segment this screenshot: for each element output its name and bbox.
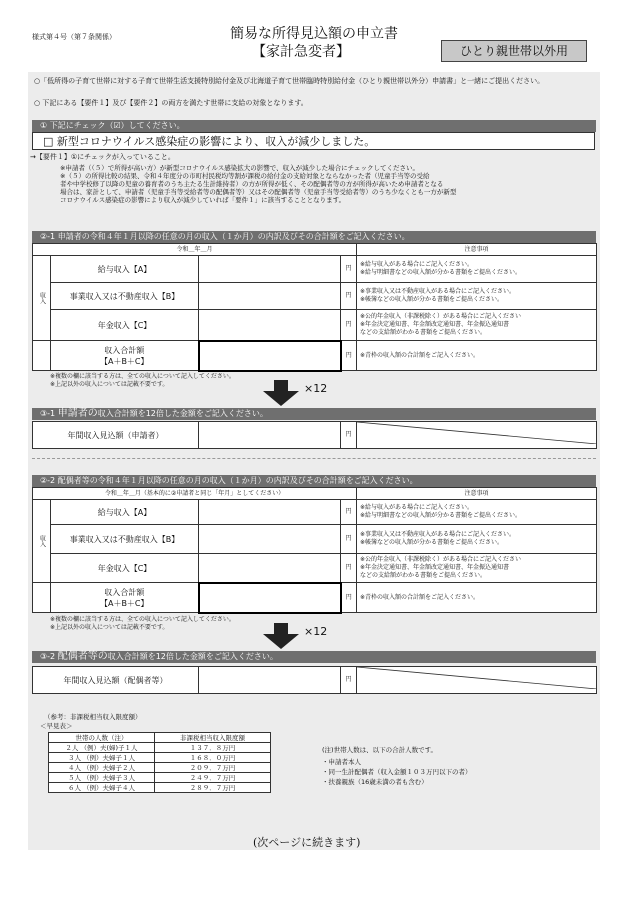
section31-bar-prefix: ③-1 xyxy=(40,409,58,418)
section31-blank xyxy=(357,422,597,449)
form-title: 簡易な所得見込額の申立書 xyxy=(230,26,398,42)
section32-bar-emphasis: 配偶者等の xyxy=(57,651,108,662)
reference-caption: （参考：非課税相当収入限度額） xyxy=(44,713,142,721)
section31-annual-input[interactable] xyxy=(199,422,341,449)
intro-line-2: ○ 下記にある【要件１】及び【要件２】の両方を満たす世帯に支給の対象となります。 xyxy=(34,99,308,107)
section31-bar-text: 収入合計額を12倍した金額をご記入ください。 xyxy=(97,409,268,418)
section22-footnote: ※複数の欄に該当する方は、全ての収入について記入してください。 xyxy=(50,616,235,623)
section22-salary-yen: 円 xyxy=(341,500,357,525)
intro-line-1: ○「低所得の子育て世帯に対する子育て世帯生活支援特別給付金及び北海道子育て世帯臨時特別給付金（ひとり親世帯以外分）申請書」と一緒にご提出ください。 xyxy=(34,77,545,85)
section32-label: 年間収入見込額（配偶者等） xyxy=(33,667,199,694)
section21-business-note: ※事業収入又は不動産収入がある場合にご記入ください。 xyxy=(360,288,516,295)
section22-salary-note: ※給与明細書などの収入額が分かる書類をご提出ください。 xyxy=(360,512,522,519)
section21-table xyxy=(32,243,596,372)
section1-note: 者や中学校修了以降の児童の養育者のうち主たる生計維持者）の方が所得が低く、その配偶者等の方が所得が高いため申請者となる xyxy=(60,180,444,188)
section22-side-label: 収入 xyxy=(33,500,51,583)
section21-total-label: 収入合計額 xyxy=(104,345,145,355)
section22-pension-input[interactable] xyxy=(199,554,341,583)
section21-side-label: 収入 xyxy=(33,256,51,341)
reference-household: ２人 （例）夫(婦)子１人 xyxy=(49,743,155,753)
household-note-title: (注)世帯人数は、以下の合計人数です。 xyxy=(322,746,438,754)
reference-household: ３人 （例）夫婦子１人 xyxy=(49,753,155,763)
form-number: 様式第４号（第７条関係） xyxy=(32,33,116,41)
section31-bar-emphasis: 申請者の xyxy=(57,408,98,419)
section31-yen: 円 xyxy=(341,422,357,449)
section22-total-label: 収入合計額 xyxy=(104,587,145,597)
section32-annual-input[interactable] xyxy=(199,667,341,694)
reference-limit: ２０９．７万円 xyxy=(155,763,271,773)
section21-salary-yen: 円 xyxy=(341,256,357,283)
section21-pension-label: 年金収入【C】 xyxy=(51,310,199,341)
section32-bar-prefix: ③-2 xyxy=(40,652,58,661)
reference-limit: ２８９．７万円 xyxy=(155,783,271,793)
section21-pension-note: ※年金決定通知書、年金額改定通知書、年金振込通知書 xyxy=(360,321,510,328)
requirement-1-text: →【要件１】①にチェックが入っていること。 xyxy=(30,153,175,161)
reference-limit: ２４９．７万円 xyxy=(155,773,271,783)
section21-month-header: 令和＿年＿月 xyxy=(33,244,357,256)
section22-pension-note: ※公的年金収入（非課税除く）がある場合にご記入ください xyxy=(360,556,522,563)
reference-subcaption: ＜早見表＞ xyxy=(40,722,73,730)
household-note-item: ・申請者本人 xyxy=(322,758,361,766)
section22-business-yen: 円 xyxy=(341,525,357,554)
section22-business-label: 事業収入又は不動産収入【B】 xyxy=(51,525,199,554)
reference-household: ４人 （例）夫婦子２人 xyxy=(49,763,155,773)
multiplier-label: ×12 xyxy=(304,382,328,395)
section21-footnote: ※複数の欄に該当する方は、全ての収入について記入してください。 xyxy=(50,373,235,380)
section22-business-input[interactable] xyxy=(199,525,341,554)
section22-month-header: 令和＿年＿月（基本的に②申請者と同じ「年月」としてください） xyxy=(33,488,357,500)
section22-total-input[interactable] xyxy=(199,583,341,613)
reference-limit: １３７．８万円 xyxy=(155,743,271,753)
section22-business-note: ※帳簿などの収入額が分かる書類をご提出ください。 xyxy=(360,539,504,546)
section-divider xyxy=(32,458,596,459)
section21-business-yen: 円 xyxy=(341,283,357,310)
section1-note: 場合は、家計として、申請者（児童手当等受給者等の配偶者等）又はその配偶者等（児童手当等受給者等）のうち少なくとも一方が新型 xyxy=(60,188,457,196)
section22-total-note: ※青枠の収入額の合計額をご記入ください。 xyxy=(357,583,597,613)
section31-table xyxy=(32,421,596,449)
section22-notes-header: 注意事項 xyxy=(357,488,597,500)
section21-salary-note: ※給与明細書などの収入額が分かる書類をご提出ください。 xyxy=(360,269,522,276)
reference-table xyxy=(48,732,271,793)
multiplier-label: ×12 xyxy=(304,625,328,638)
household-note-item: ・扶養親族（16歳未満の者も含む） xyxy=(322,778,428,786)
section22-business-note: ※事業収入又は不動産収入がある場合にご記入ください。 xyxy=(360,531,516,538)
continued-note: (次ページに続きます) xyxy=(253,836,361,849)
section22-total-label: 【A＋B＋C】 xyxy=(99,598,149,608)
section21-notes-header: 注意事項 xyxy=(357,244,597,256)
section21-bar: ②-1 申請者の令和４年１月以降の任意の月の収入（１か月）の内訳及びその合計額をご記入ください。 xyxy=(32,231,596,243)
form-subtitle: 【家計急変者】 xyxy=(252,44,350,60)
reference-col-header: 世帯の人数（注） xyxy=(49,733,155,743)
section21-pension-note: ※公的年金収入（非課税除く）がある場合にご記入ください xyxy=(360,313,522,320)
reference-col-header: 非課税相当収入限度額 xyxy=(155,733,271,743)
reference-household: ５人 （例）夫婦子３人 xyxy=(49,773,155,783)
section31-label: 年間収入見込額（申請者） xyxy=(33,422,199,449)
section21-salary-label: 給与収入【A】 xyxy=(51,256,199,283)
section32-blank xyxy=(357,667,597,694)
reference-household: ６人 （例）夫婦子４人 xyxy=(49,783,155,793)
section21-business-label: 事業収入又は不動産収入【B】 xyxy=(51,283,199,310)
section22-footnote: ※上記以外の収入については記載不要です。 xyxy=(50,624,169,631)
section22-table xyxy=(32,487,596,614)
section22-pension-note: などの支給額がわかる書類をご提出ください。 xyxy=(360,572,487,579)
section32-table xyxy=(32,666,596,694)
section21-total-label: 【A＋B＋C】 xyxy=(99,356,149,366)
down-arrow-icon xyxy=(263,380,299,406)
section21-salary-input[interactable] xyxy=(199,256,341,283)
section21-pension-note: などの支給額がわかる書類をご提出ください。 xyxy=(360,329,487,336)
reference-limit: １６８．０万円 xyxy=(155,753,271,763)
section22-pension-yen: 円 xyxy=(341,554,357,583)
section1-note: ※申請者（（５）で所得が高い方）が新型コロナウイルス感染拡大の影響で、収入が減少した場合にチェックしてください。 xyxy=(60,164,419,172)
covid-income-checkbox-label: □ 新型コロナウイルス感染症の影響により、収入が減少しました。 xyxy=(43,135,376,148)
section22-pension-note: ※年金決定通知書、年金額改定通知書、年金振込通知書 xyxy=(360,564,510,571)
section21-pension-yen: 円 xyxy=(341,310,357,341)
section1-bar: ① 下記にチェック（☑）してください。 xyxy=(32,120,596,132)
section1-notes xyxy=(60,164,590,204)
section22-pension-label: 年金収入【C】 xyxy=(51,554,199,583)
section1-note: コロナウイルス感染症の影響により収入が減少していれば「要件１」に該当することとなります。 xyxy=(60,196,346,204)
section21-total-note: ※青枠の収入額の合計額をご記入ください。 xyxy=(357,341,597,371)
household-note-item: ・同一生計配偶者（収入金額１０３万円以下の者） xyxy=(322,768,472,776)
section21-business-note: ※帳簿などの収入額が分かる書類をご提出ください。 xyxy=(360,296,504,303)
section22-total-yen: 円 xyxy=(341,583,357,613)
section32-yen: 円 xyxy=(341,667,357,694)
down-arrow-icon xyxy=(263,623,299,649)
section22-salary-note: ※給与収入がある場合にご記入ください。 xyxy=(360,504,474,511)
section21-total-yen: 円 xyxy=(341,341,357,371)
section21-total-input[interactable] xyxy=(199,341,341,371)
covid-income-checkbox[interactable] xyxy=(32,132,595,150)
section22-salary-input[interactable] xyxy=(199,500,341,525)
section21-footnote: ※上記以外の収入については記載不要です。 xyxy=(50,381,169,388)
section22-salary-label: 給与収入【A】 xyxy=(51,500,199,525)
section21-pension-input[interactable] xyxy=(199,310,341,341)
form-type-badge: ひとり親世帯以外用 xyxy=(441,40,587,62)
section1-note: ※（５）の所得比較の結果、令和４年度分の市町村民税均等割が課税の給付金の支給対象とならなかった者（児童手当等の受給 xyxy=(60,172,430,180)
section22-bar: ②-2 配偶者等の令和４年１月以降の任意の月の収入（１か月）の内訳及びその合計額をご記入ください。 xyxy=(32,475,596,487)
section32-bar-text: 収入合計額を12倍した金額をご記入ください。 xyxy=(107,652,278,661)
section21-salary-note: ※給与収入がある場合にご記入ください。 xyxy=(360,261,474,268)
section21-business-input[interactable] xyxy=(199,283,341,310)
